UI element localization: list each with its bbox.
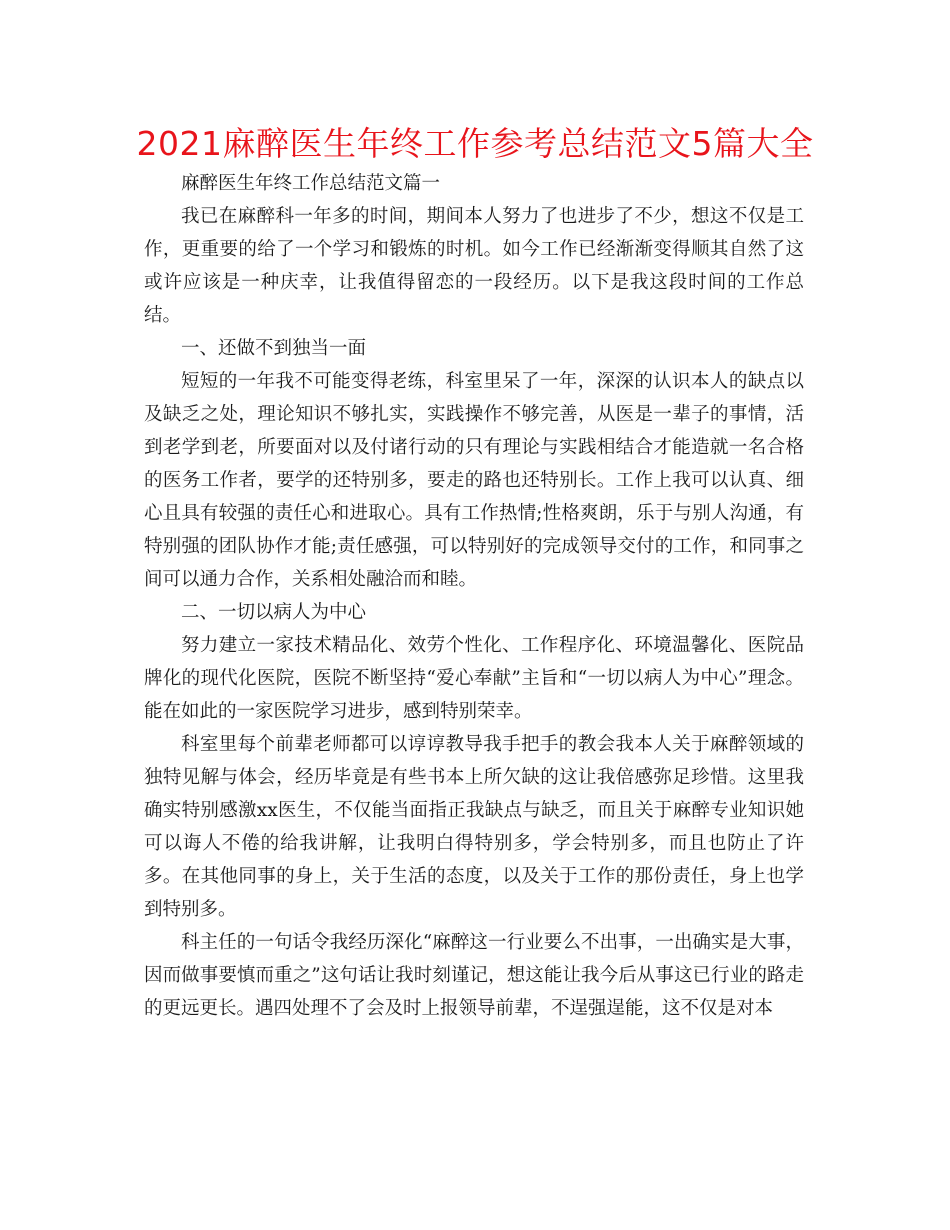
paragraph-hospital: 努力建立一家技术精品化、效劳个性化、工作程序化、环境温馨化、医院品牌化的现代化医院，医院不断坚持“爱心奉献”主旨和“一切以病人为中心”理念。能在如此的一家医院学习进步，感到特别荣幸。 <box>144 635 804 722</box>
section-heading-two: 二、一切以病人为中心 <box>181 602 367 623</box>
document-body <box>144 167 804 1025</box>
paragraph-mentors: 科室里每个前辈老师都可以谆谆教导我手把手的教会我本人关于麻醉领域的独特见解与体会，经历毕竟是有些书本上所欠缺的这让我倍感弥足珍惜。这里我确实特别感激xx医生，不仅能当面指正我缺点与缺乏，而且关于麻醉专业知识她可以诲人不倦的给我讲解，让我明白得特别多，学会特别多，而且也防止了许多。在其他同事的身上，关于生活的态度，以及关于工作的那份责任，身上也学到特别多。 <box>144 734 804 920</box>
paragraph-self-assessment: 短短的一年我不可能变得老练，科室里呆了一年，深深的认识本人的缺点以及缺乏之处，理论知识不够扎实，实践操作不够完善，从医是一辈子的事情，活到老学到老，所要面对以及付诸行动的只有理论与实践相结合才能造就一名合格的医务工作者，要学的还特别多，要走的路也还特别长。工作上我可以认真、细心且具有较强的责任心和进取心。具有工作热情;性格爽朗，乐于与别人沟通，有特别强的团队协作才能;责任感强，可以特别好的完成领导交付的工作，和同事之间可以通力合作，关系相处融洽而和睦。 <box>144 371 804 590</box>
paragraph-intro: 我已在麻醉科一年多的时间，期间本人努力了也进步了不少，想这不仅是工作，更重要的给了一个学习和锻炼的时机。如今工作已经渐渐变得顺其自然了这或许应该是一种庆幸，让我值得留恋的一段经历。以下是我这段时间的工作总结。 <box>144 206 804 326</box>
section-heading-one: 一、还做不到独当一面 <box>181 338 367 359</box>
paragraph-director: 科主任的一句话令我经历深化“麻醉这一行业要么不出事，一出确实是大事，因而做事要慎而重之”这句话让我时刻谨记，想这能让我今后从事这已行业的路走的更远更长。遇四处理不了会及时上报领导前辈，不逞强逞能，这不仅是对本 <box>144 932 804 1019</box>
section-heading-article-one: 麻醉医生年终工作总结范文篇一 <box>181 173 441 194</box>
document-title: 2021麻醉医生年终工作参考总结范文5篇大全 <box>136 124 814 163</box>
